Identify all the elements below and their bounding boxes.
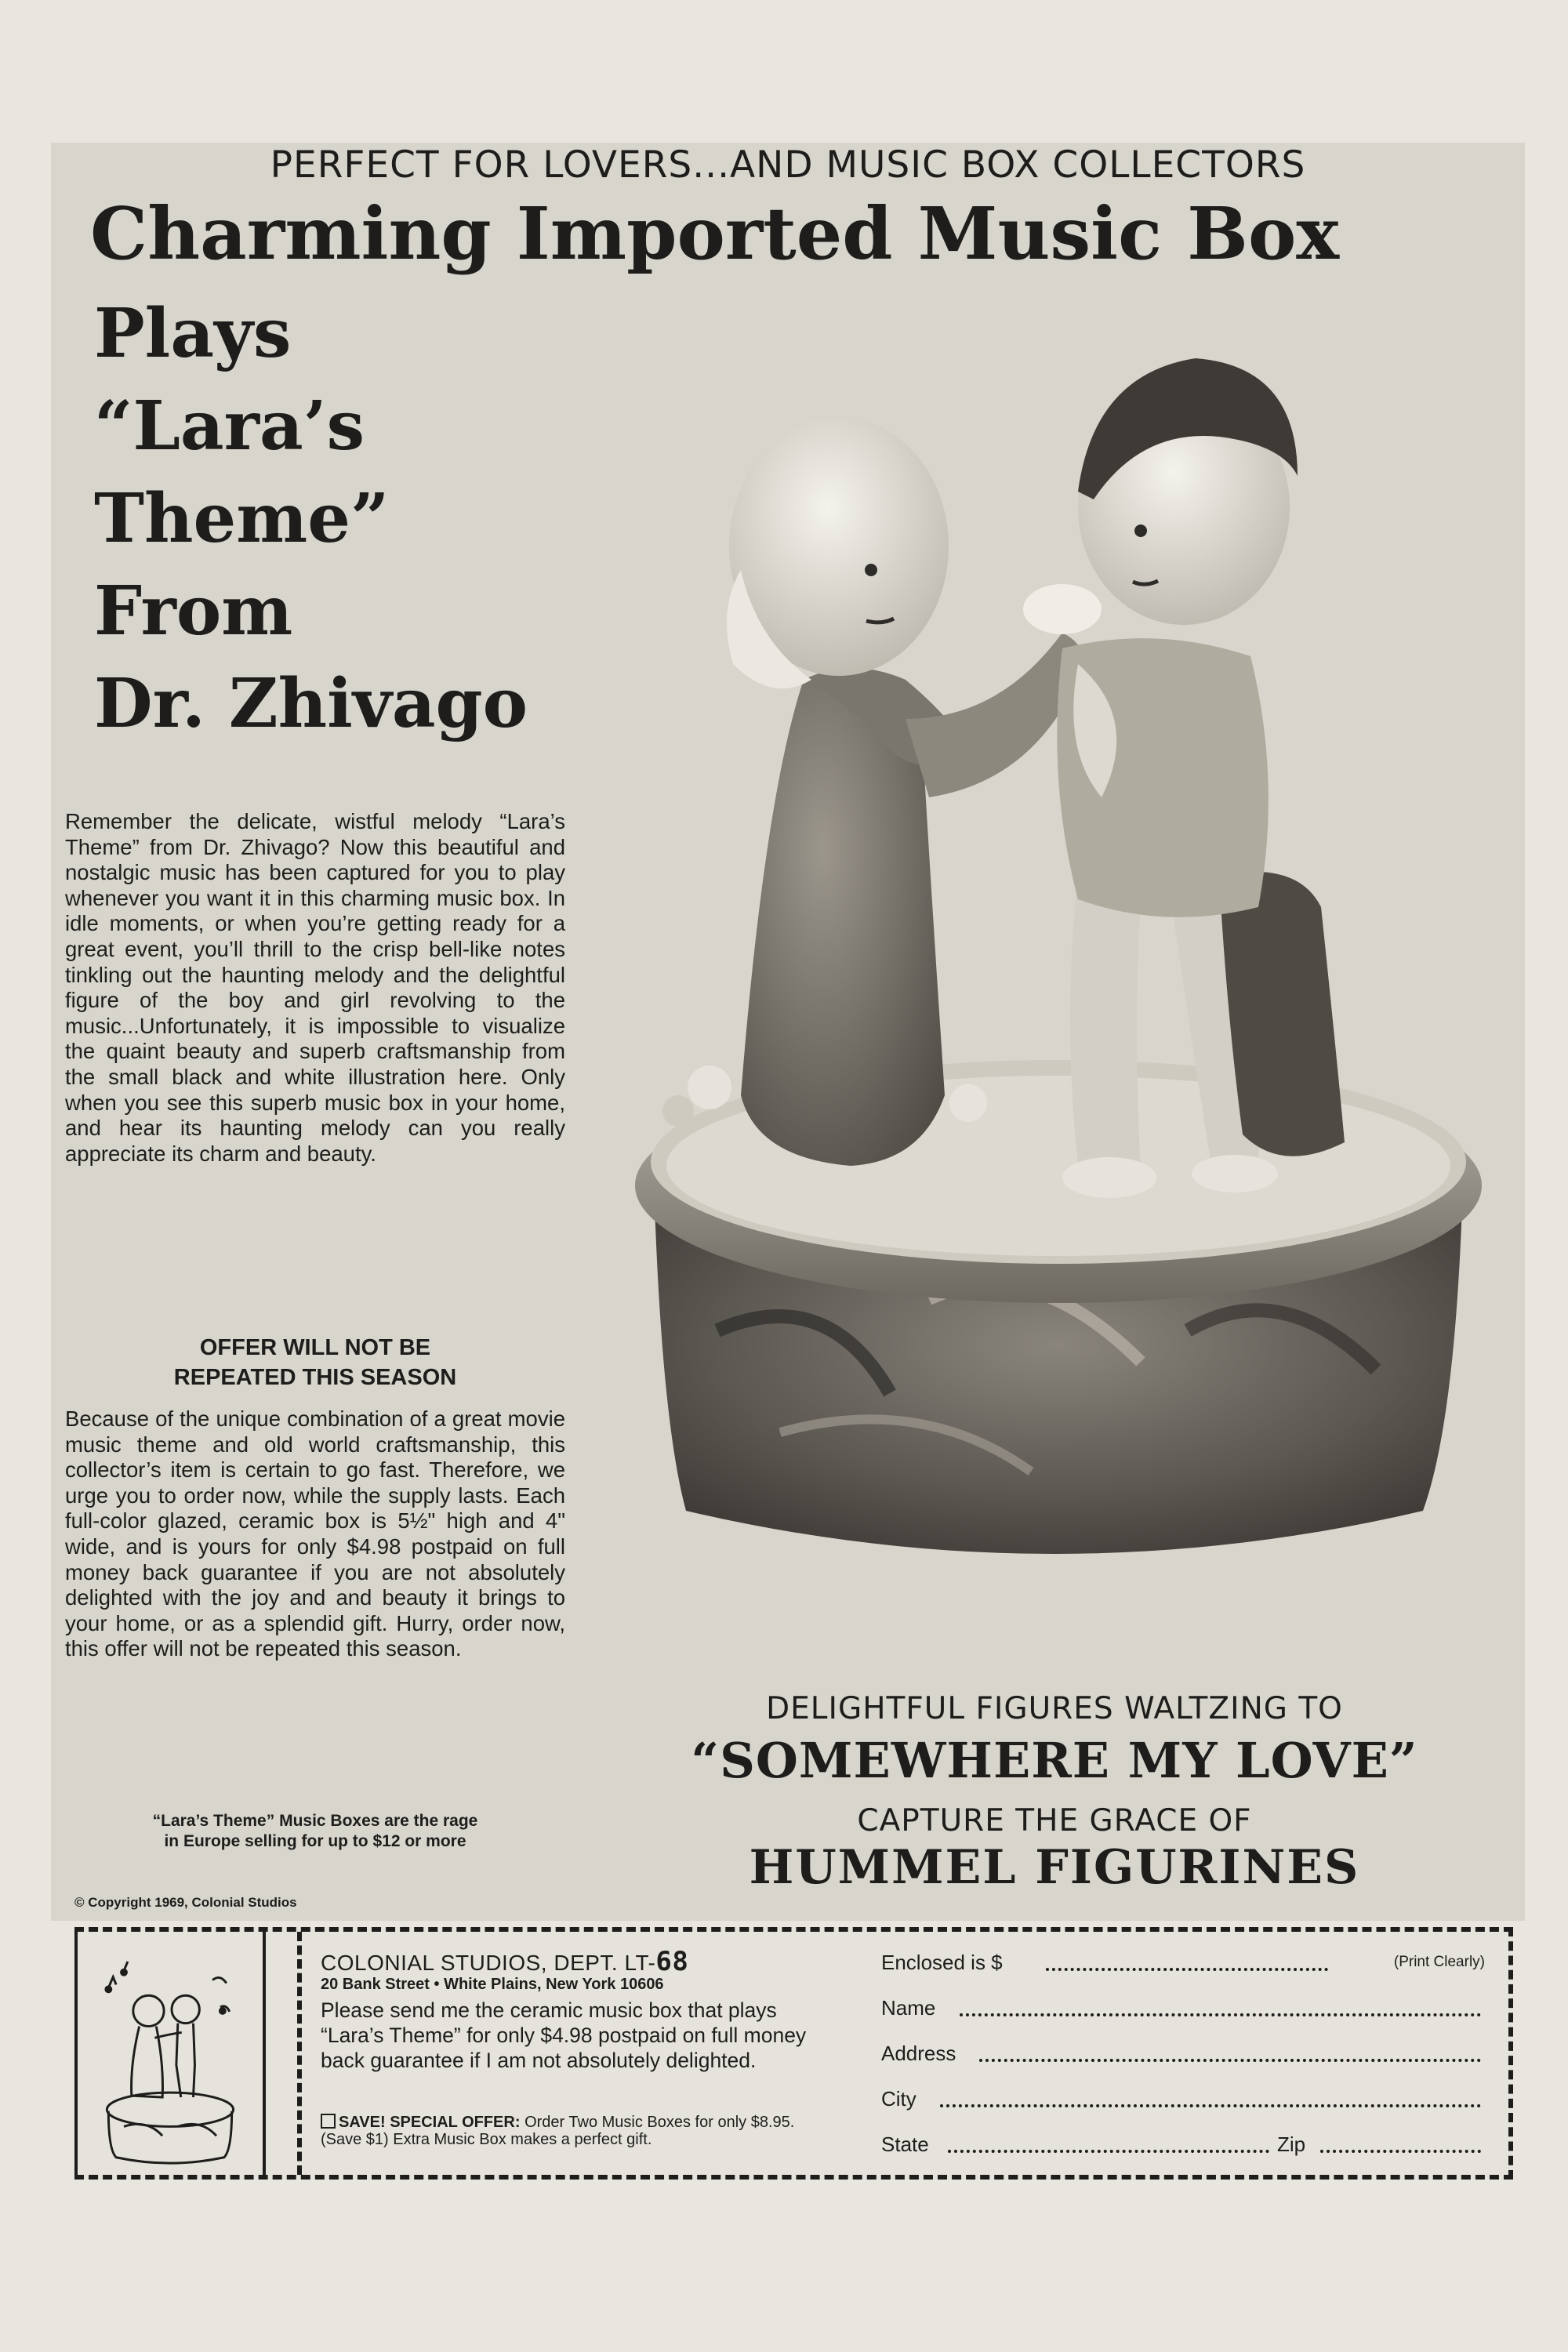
music-box-sketch-icon [78, 1932, 266, 2175]
subhead-line: “Lara’s [94, 387, 365, 466]
music-box-figurine-photo-icon [592, 311, 1517, 1793]
body-copy-intro: Remember the delicate, wistful melody “Lara’s Theme” from Dr. Zhivago? Now this beautiful and nostalgic music has been captured for you to play whenever you want it in this charming music box. In idle moments, or when you’re getting ready for a great event, you’ll thrill to the crisp bell-like notes tinkling out the haunting melody and the delightful figure of the boy and girl revolving to the music...Unfortunately, it is impossible to visualize the quaint beauty and superb craftsmanship from the small black and white illustration here. Only when you see this superb music box in your home, and hear its haunting melody can you really appreciate its charm and beauty. [65, 809, 565, 1166]
address-label: Address [881, 2042, 956, 2065]
coupon-order-details [297, 1932, 940, 2175]
state-line[interactable] [948, 2150, 1269, 2153]
order-request-text: Please send me the ceramic music box that plays “Lara’s Theme” for only $4.98 postpaid on full money back guarantee if I am not absolutely delighted. [321, 1998, 807, 2072]
special-offer [321, 2114, 822, 2148]
subhead-line: Dr. Zhivago [94, 664, 528, 743]
city-field[interactable] [881, 2087, 1485, 2118]
order-coupon [74, 1927, 1513, 2180]
address-field[interactable] [881, 2042, 1485, 2073]
name-line[interactable] [960, 2013, 1481, 2016]
city-label: City [881, 2087, 916, 2111]
coupon-form [881, 1932, 1493, 2175]
advertisement [51, 143, 1525, 1921]
europe-price-note [65, 1811, 565, 1852]
state-zip-field[interactable] [881, 2132, 1485, 2164]
enclosed-field[interactable] [881, 1951, 1485, 1982]
rage-line: “Lara’s Theme” Music Boxes are the rage [152, 1812, 478, 1830]
ad-subhead [94, 288, 528, 750]
state-label: State [881, 2132, 929, 2156]
caption-song-title: “SOMEWHERE MY LOVE” [691, 1732, 1418, 1789]
rage-line: in Europe selling for up to $12 or more [164, 1832, 466, 1850]
special-offer-label: SAVE! SPECIAL OFFER: [339, 2114, 521, 2131]
subhead-line: From [94, 572, 293, 651]
name-field[interactable] [881, 1996, 1485, 2027]
print-clearly-note: (Print Clearly) [1393, 1954, 1485, 1970]
offer-notice [65, 1333, 565, 1392]
enclosed-line[interactable] [1046, 1968, 1328, 1971]
subhead-line: Plays [94, 294, 292, 373]
special-offer-text: Order Two Music Boxes for only $8.95. (Save $1) Extra Music Box makes a perfect gift. [321, 2114, 795, 2148]
ad-headline: Charming Imported Music Box [90, 191, 1340, 276]
city-line[interactable] [940, 2104, 1481, 2107]
zip-line[interactable] [1320, 2150, 1481, 2153]
notice-line: REPEATED THIS SEASON [173, 1365, 457, 1390]
caption-line-3: CAPTURE THE GRACE OF [857, 1803, 1252, 1838]
subhead-line: Theme” [94, 479, 390, 558]
copyright-notice: © Copyright 1969, Colonial Studios [74, 1895, 297, 1910]
special-offer-checkbox[interactable] [321, 2114, 336, 2129]
caption-hummel: HUMMEL FIGURINES [749, 1840, 1360, 1895]
zip-label: Zip [1277, 2132, 1306, 2156]
company-address: 20 Bank Street • White Plains, New York 10606 [321, 1976, 664, 1993]
dept-number: 68 [655, 1946, 689, 1977]
body-copy-offer: Because of the unique combination of a great movie music theme and old world craftsmanship, this collector’s item is certain to go fast. Therefore, we urge you to order now, while the supply lasts. Each full-color glazed, ceramic box is 5½" high and 4" wide, and is yours for only $4.98 postpaid on full money back guarantee if you are not absolutely delighted with the joy and and beauty it brings to your home, or as a splendid gift. Hurry, order now, this offer will not be repeated this season. [65, 1406, 565, 1661]
name-label: Name [881, 1996, 936, 2020]
notice-line: OFFER WILL NOT BE [199, 1335, 431, 1360]
company-name: COLONIAL STUDIOS, DEPT. LT- [321, 1951, 656, 1975]
enclosed-label: Enclosed is $ [881, 1951, 1003, 1974]
address-line[interactable] [979, 2059, 1481, 2062]
coupon-company [321, 1946, 688, 1977]
ad-kicker: PERFECT FOR LOVERS...AND MUSIC BOX COLLECTORS [270, 143, 1306, 187]
caption-line-1: DELIGHTFUL FIGURES WALTZING TO [766, 1691, 1343, 1726]
